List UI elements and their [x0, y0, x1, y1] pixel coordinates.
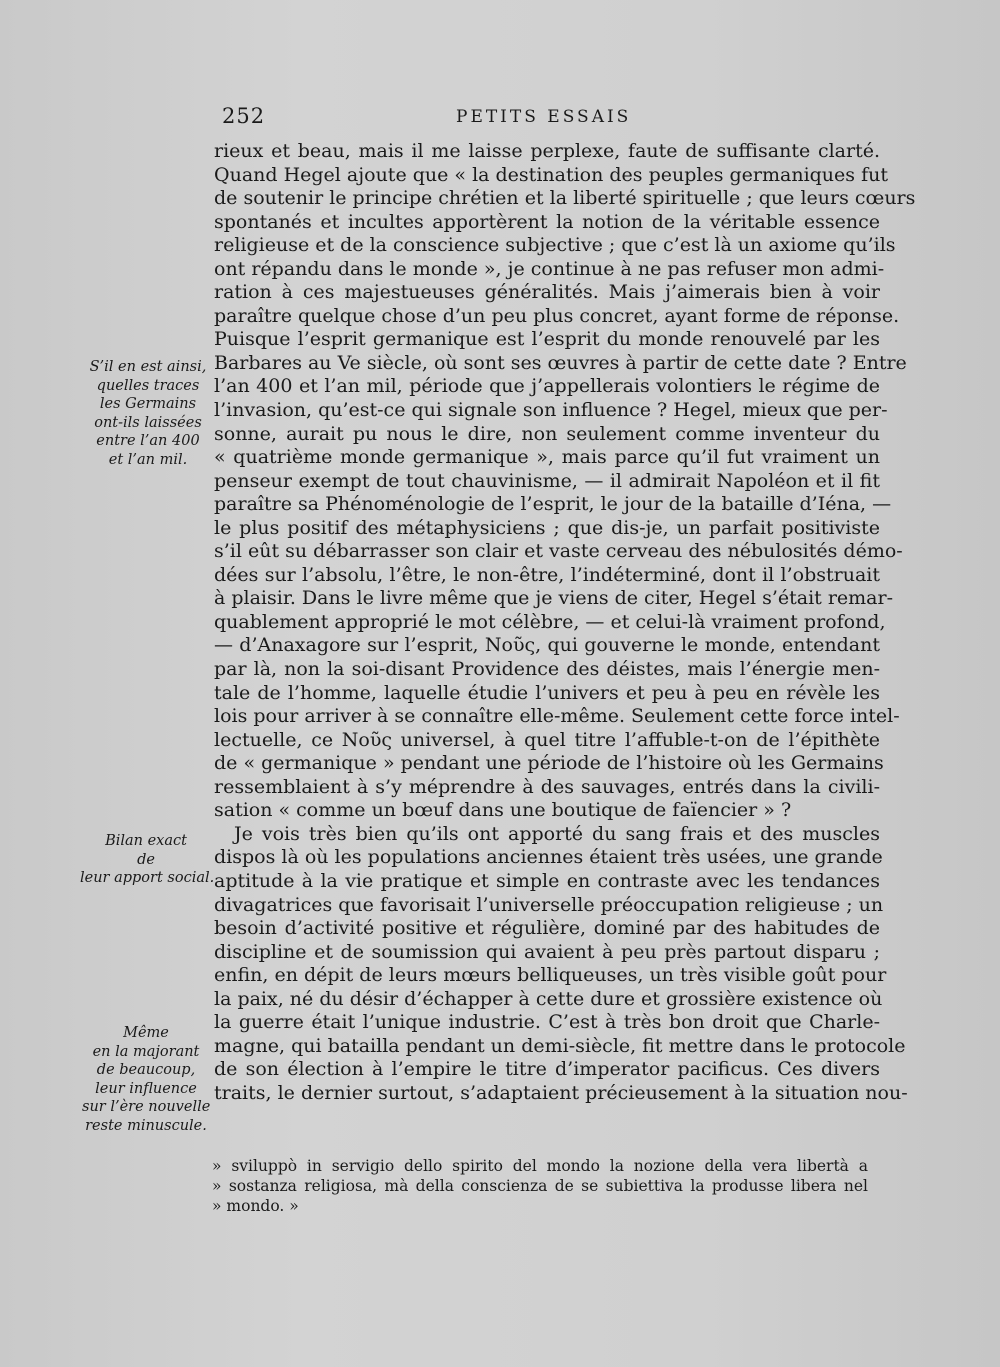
text-line: par là, non la soi-disant Providence des déistes, mais l’énergie men- — [214, 658, 880, 681]
text-line: paraître sa Phénoménologie de l’esprit, le jour de la bataille d’Iéna, — — [214, 493, 892, 516]
text-line: s’il eût su débarrasser son clair et vaste cerveau des nébulosités démo- — [214, 540, 903, 563]
text-line: — d’Anaxagore sur l’esprit, Νοῦς, qui gouverne le monde, entendant — [214, 634, 880, 657]
text-line: la paix, né du désir d’échapper à cette dure et grossière existence où — [214, 987, 883, 1010]
text-line: sonne, aurait pu nous le dire, non seulement comme inventeur du — [214, 422, 880, 445]
text-line: traits, le dernier surtout, s’adaptaient précieusement à la situation nou- — [214, 1081, 908, 1104]
text-line: Quand Hegel ajoute que « la destination des peuples germaniques fut — [214, 163, 888, 186]
text-line: lectuelle, ce Νοῦς universel, à quel titre l’affuble-t-on de l’épithète — [214, 728, 880, 751]
text-line: magne, qui batailla pendant un demi-siècle, fit mettre dans le protocole — [214, 1034, 906, 1057]
text-line: Barbares au Ve siècle, où sont ses œuvres à partir de cette date ? Entre — [214, 351, 907, 374]
margin-note-line: en la majorant — [92, 1043, 200, 1060]
footnote — [212, 1156, 868, 1216]
text-line: Puisque l’esprit germanique est l’esprit du monde renouvelé par les — [214, 328, 880, 351]
text-line: dispos là où les populations anciennes étaient très usées, une grande — [214, 846, 883, 869]
footnote-line: » sostanza religiosa, mà della conscienza de se subiettiva la produsse libera nel — [212, 1177, 868, 1195]
text-line: religieuse et de la conscience subjective ; que c’est là un axiome qu’ils — [214, 234, 896, 257]
margin-note-line: de beaucoup, — [96, 1062, 196, 1078]
text-line: à plaisir. Dans le livre même que je viens de citer, Hegel s’était remar- — [214, 587, 893, 610]
text-line: paraître quelque chose d’un peu plus concret, ayant forme de réponse. — [214, 304, 900, 327]
text-line: besoin d’activité positive et régulière, dominé par des habitudes de — [214, 917, 880, 940]
margin-note-line: ont-ils laissées — [94, 414, 202, 431]
margin-note-line: S’il en est ainsi, — [89, 359, 207, 375]
margin-note-bilan — [80, 832, 215, 888]
margin-note-line: les Germains — [99, 396, 197, 412]
running-title: PETITS ESSAIS — [456, 107, 632, 127]
text-line: l’invasion, qu’est-ce qui signale son influence ? Hegel, mieux que per- — [214, 399, 888, 422]
text-line: discipline et de soumission qui avaient à peu près partout disparu ; — [214, 940, 880, 963]
text-line: de « germanique » pendant une période de l’histoire où les Germains — [214, 752, 884, 775]
text-line: quablement approprié le mot célèbre, — et celui-là vraiment profond, — [214, 610, 886, 633]
margin-note-influence — [82, 1024, 210, 1135]
text-line: ressemblaient à s’y méprendre à des sauvages, entrés dans la civili- — [214, 775, 880, 798]
margin-note-line: reste minuscule. — [85, 1117, 207, 1134]
text-line: spontanés et incultes apportèrent la notion de la véritable essence — [214, 210, 880, 233]
footnote-line: » sviluppò in servigio dello spirito del mondo la nozione della vera libertà a — [212, 1157, 868, 1175]
text-line: dées sur l’absolu, l’être, le non-être, l’indéterminé, dont il l’obstruait — [214, 563, 880, 586]
margin-note-line: de — [137, 851, 155, 868]
text-line: lois pour arriver à se connaître elle-même. Seulement cette force intel- — [214, 705, 900, 728]
margin-note-line: Bilan exact — [105, 833, 187, 849]
text-line: divagatrices que favorisait l’universelle préoccupation religieuse ; un — [214, 893, 884, 916]
margin-note-line: entre l’an 400 — [96, 433, 200, 449]
text-line: enfin, en dépit de leurs mœurs belliqueuses, un très visible goût pour — [214, 964, 887, 987]
body-text — [214, 140, 916, 1105]
text-line: tale de l’homme, laquelle étudie l’univers et peu à peu en révèle les — [214, 681, 880, 704]
text-line: ont répandu dans le monde », je continue à ne pas refuser mon admi- — [214, 257, 885, 280]
margin-note-line: sur l’ère nouvelle — [82, 1099, 211, 1115]
text-line: la guerre était l’unique industrie. C’est à très bon droit que Charle- — [214, 1011, 880, 1034]
margin-note-line: quelles traces — [96, 377, 200, 394]
text-line: « quatrième monde germanique », mais parce qu’il fut vraiment un — [214, 446, 880, 469]
margin-note-line: Même — [123, 1025, 169, 1041]
text-line: aptitude à la vie pratique et simple en contraste avec les tendances — [214, 869, 880, 892]
margin-note-traces — [84, 358, 212, 469]
page-number: 252 — [222, 104, 266, 128]
margin-note-line: leur apport social. — [80, 870, 215, 886]
text-line: rieux et beau, mais il me laisse perplexe, faute de suffisante clarté. — [214, 140, 880, 162]
text-line: de soutenir le principe chrétien et la liberté spirituelle ; que leurs cœurs — [214, 187, 916, 210]
text-line: penseur exempt de tout chauvinisme, — il admirait Napoléon et il fit — [214, 469, 880, 492]
page-header — [222, 104, 862, 134]
text-line: Je vois très bien qu’ils ont apporté du sang frais et des muscles — [234, 822, 880, 845]
text-line: l’an 400 et l’an mil, période que j’appellerais volontiers le régime de — [214, 375, 880, 398]
text-line: le plus positif des métaphysiciens ; que dis-je, un parfait positiviste — [214, 516, 880, 539]
footnote-line: » mondo. » — [212, 1197, 299, 1215]
text-line: ration à ces majestueuses généralités. Mais j’aimerais bien à voir — [214, 281, 880, 304]
text-line: de son élection à l’empire le titre d’imperator pacificus. Ces divers — [214, 1058, 880, 1081]
margin-note-line: et l’an mil. — [108, 451, 188, 468]
text-line: sation « comme un bœuf dans une boutique de faïencier » ? — [214, 799, 792, 822]
margin-note-line: leur influence — [95, 1080, 197, 1097]
